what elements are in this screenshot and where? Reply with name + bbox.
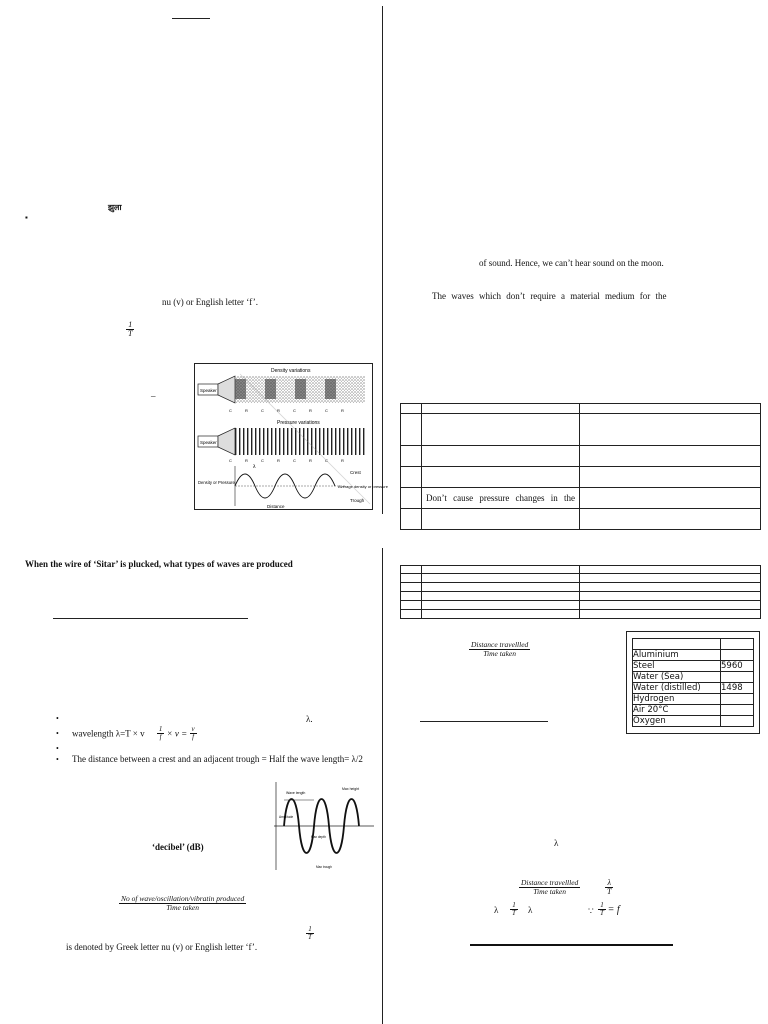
table-cell bbox=[401, 446, 422, 467]
density-band bbox=[265, 379, 276, 399]
fraction-denominator: f bbox=[159, 733, 162, 742]
cr-label: R bbox=[309, 408, 312, 413]
table-row bbox=[401, 574, 761, 583]
table-cell bbox=[422, 446, 580, 467]
table-cell bbox=[401, 509, 422, 530]
speed-formula bbox=[469, 641, 530, 658]
speaker-cone-top bbox=[218, 376, 235, 403]
fraction-numerator: λ bbox=[607, 878, 611, 887]
density-band bbox=[325, 379, 336, 399]
bullet-item: • bbox=[56, 755, 59, 764]
lambda-over-t bbox=[605, 879, 613, 897]
table-cell bbox=[580, 446, 761, 467]
medium-cell: Water (Sea) bbox=[633, 672, 721, 683]
table-cell bbox=[401, 566, 422, 574]
cr-label: R bbox=[277, 458, 280, 463]
table-cell bbox=[401, 467, 422, 488]
speed-value-cell bbox=[721, 672, 754, 683]
table-cell bbox=[401, 592, 422, 601]
trough-label: Max trough bbox=[316, 865, 332, 869]
small-lines-table bbox=[400, 565, 761, 619]
formula-underline bbox=[420, 721, 548, 722]
answer-underline bbox=[53, 618, 248, 619]
crest-trough-line: The distance between a crest and an adjacent trough = Half the wave length= λ/2 bbox=[72, 754, 363, 764]
bullet-item: • bbox=[56, 714, 59, 723]
speed-table-row bbox=[633, 661, 754, 672]
fraction-numerator: 1 bbox=[600, 901, 604, 909]
table-row bbox=[401, 509, 761, 530]
density-band bbox=[295, 379, 306, 399]
table-cell bbox=[401, 574, 422, 583]
moon-line: of sound. Hence, we can’t hear sound on the moon. bbox=[479, 258, 664, 268]
table-cell bbox=[422, 592, 580, 601]
table-cell bbox=[422, 509, 580, 530]
axis-label: Density or Pressure bbox=[198, 480, 235, 485]
fraction-denominator: T bbox=[600, 909, 604, 918]
medium-cell bbox=[633, 639, 721, 650]
fraction-denominator: Time taken bbox=[533, 886, 566, 896]
speaker-cone-bottom bbox=[218, 428, 235, 455]
table-cell bbox=[422, 583, 580, 592]
table-cell bbox=[580, 566, 761, 574]
crest-label: Crest bbox=[350, 470, 361, 475]
table-cell bbox=[422, 610, 580, 619]
speaker-label-bottom: Speaker bbox=[200, 440, 217, 445]
pressure-bars bbox=[235, 428, 365, 455]
max-height-label: Max height bbox=[342, 787, 360, 791]
speed-value-cell bbox=[721, 650, 754, 661]
table-row bbox=[401, 601, 761, 610]
max-depth-label: Max depth bbox=[311, 835, 326, 839]
fraction-numerator: 1 bbox=[512, 901, 516, 909]
lambda-symbol: λ bbox=[554, 838, 559, 848]
cr-label: R bbox=[277, 408, 280, 413]
medium-cell: Water (distilled) bbox=[633, 683, 721, 694]
table-row bbox=[401, 414, 761, 446]
bullet-item: • bbox=[56, 729, 59, 738]
amplitude-label: Amplitude bbox=[279, 815, 294, 819]
speed-table-body bbox=[633, 639, 754, 727]
cr-label: C bbox=[229, 408, 232, 413]
fraction-numerator: No of wave/oscillation/vibratin produced bbox=[121, 894, 245, 903]
speed-table-row bbox=[633, 705, 754, 716]
cr-label: C bbox=[293, 408, 296, 413]
medium-cell: Hydrogen bbox=[633, 694, 721, 705]
table-row bbox=[401, 592, 761, 601]
table-cell bbox=[422, 467, 580, 488]
because-symbol: ∵ bbox=[588, 906, 594, 916]
fraction-denominator: f bbox=[192, 733, 195, 742]
table-cell bbox=[580, 583, 761, 592]
row-lambda-2: λ bbox=[528, 905, 533, 915]
medium-cell: Aluminium bbox=[633, 650, 721, 661]
table-cell bbox=[401, 610, 422, 619]
v-over-f bbox=[190, 726, 197, 742]
sitar-question: When the wire of ‘Sitar’ is plucked, what types of waves are produced bbox=[25, 559, 293, 569]
speed-table-row bbox=[633, 683, 754, 694]
density-label: Density variations bbox=[271, 368, 311, 374]
center-divider-bottom bbox=[382, 548, 383, 1024]
fraction-denominator: T bbox=[607, 887, 612, 897]
cr-label: R bbox=[245, 458, 248, 463]
cr-label: C bbox=[261, 408, 264, 413]
nu-letter-line: nu (v) or English letter ‘f’. bbox=[162, 297, 258, 307]
table-row bbox=[401, 488, 761, 509]
fraction-denominator: T bbox=[308, 933, 312, 942]
speed-value-cell bbox=[721, 705, 754, 716]
one-over-t-equals-f bbox=[598, 902, 620, 918]
wavelength-label: Wave length bbox=[286, 791, 306, 795]
density-pressure-figure bbox=[194, 363, 388, 510]
table-row bbox=[401, 467, 761, 488]
cr-label: C bbox=[229, 458, 232, 463]
waves-comparison-table bbox=[400, 403, 761, 530]
table-row bbox=[401, 566, 761, 574]
bullet-item: • bbox=[56, 744, 59, 753]
fraction-denominator: T bbox=[128, 329, 133, 339]
fraction-denominator: Time taken bbox=[166, 902, 199, 912]
wave-figure bbox=[270, 780, 376, 872]
bullet-mark: ▪ bbox=[25, 213, 28, 222]
table-cell bbox=[580, 404, 761, 414]
table-row bbox=[401, 610, 761, 619]
medium-cell: Oxygen bbox=[633, 716, 721, 727]
center-divider-top bbox=[382, 6, 383, 514]
times-v: × v = bbox=[166, 728, 188, 739]
table-row bbox=[401, 446, 761, 467]
medium-cell: Air 20°C bbox=[633, 705, 721, 716]
frequency-formula bbox=[119, 895, 246, 912]
wavelength-prefix: wavelength λ=T × v bbox=[72, 728, 145, 739]
speed-table-row bbox=[633, 694, 754, 705]
cr-label: R bbox=[309, 458, 312, 463]
table-cell bbox=[401, 583, 422, 592]
table-cell bbox=[422, 574, 580, 583]
equals-f: = f bbox=[607, 904, 620, 916]
table-cell bbox=[580, 509, 761, 530]
dash-mark: – bbox=[151, 391, 156, 401]
trough-label: Trough bbox=[350, 498, 365, 503]
velocity-formula bbox=[519, 879, 580, 896]
speed-of-sound-table bbox=[632, 638, 754, 727]
cr-label: R bbox=[341, 408, 344, 413]
medium-cell: Steel bbox=[633, 661, 721, 672]
pressure-label: Pressure variations bbox=[277, 420, 320, 426]
one-over-f bbox=[157, 726, 165, 742]
speed-table-row bbox=[633, 639, 754, 650]
distance-label: Distance bbox=[267, 504, 285, 509]
table-cell: Don’t cause pressure changes in the bbox=[422, 488, 580, 509]
bottom-rule bbox=[470, 944, 673, 946]
cr-label: C bbox=[325, 408, 328, 413]
table-cell bbox=[422, 601, 580, 610]
table-row bbox=[401, 583, 761, 592]
fraction-numerator: 1 bbox=[158, 725, 163, 733]
table-cell bbox=[580, 592, 761, 601]
speed-table-row bbox=[633, 650, 754, 661]
fraction-denominator: T bbox=[512, 909, 516, 918]
cr-label: C bbox=[325, 458, 328, 463]
title-underline bbox=[172, 18, 210, 19]
table-cell bbox=[401, 414, 422, 446]
cr-label: C bbox=[261, 458, 264, 463]
speed-table-row bbox=[633, 716, 754, 727]
speed-value-cell: 5960 bbox=[721, 661, 754, 672]
row-one-over-t bbox=[510, 902, 518, 918]
table-cell bbox=[401, 488, 422, 509]
one-over-t-bottom bbox=[306, 926, 314, 942]
table-cell bbox=[422, 404, 580, 414]
table-cell bbox=[580, 414, 761, 446]
sula-word: झुला bbox=[108, 203, 122, 212]
table-cell bbox=[580, 467, 761, 488]
table-cell bbox=[580, 488, 761, 509]
no-medium-waves-line: The waves which don’t require a material medium for the bbox=[432, 291, 667, 301]
table-cell bbox=[401, 404, 422, 414]
decibel-term: ‘decibel’ (dB) bbox=[152, 842, 204, 852]
speaker-label-top: Speaker bbox=[200, 388, 217, 393]
greek-letter-line: is denoted by Greek letter nu (v) or English letter ‘f’. bbox=[66, 942, 258, 952]
speed-value-cell bbox=[721, 639, 754, 650]
lambda-dot: λ. bbox=[306, 714, 313, 724]
wavelength-formula bbox=[72, 726, 197, 742]
speed-table-row bbox=[633, 672, 754, 683]
one-over-t-fraction bbox=[126, 321, 134, 339]
speed-value-cell bbox=[721, 694, 754, 705]
table-cell bbox=[580, 610, 761, 619]
cr-label: R bbox=[341, 458, 344, 463]
row-lambda: λ bbox=[494, 905, 499, 915]
table-cell bbox=[401, 601, 422, 610]
fraction-numerator: 1 bbox=[308, 925, 312, 933]
fraction-numerator: 1 bbox=[128, 320, 133, 329]
fraction-denominator: Time taken bbox=[483, 648, 516, 658]
density-pressure-diagram bbox=[195, 364, 388, 509]
fraction-numerator: Distance travellled bbox=[471, 640, 529, 649]
transverse-wave-diagram bbox=[270, 780, 376, 872]
table-cell bbox=[422, 414, 580, 446]
fraction-numerator: Distance travellled bbox=[521, 878, 579, 887]
speed-value-cell bbox=[721, 716, 754, 727]
speed-value-cell: 1498 bbox=[721, 683, 754, 694]
avg-label: Average density or pressure bbox=[338, 484, 388, 489]
table-cell bbox=[580, 601, 761, 610]
density-band bbox=[235, 379, 246, 399]
table-cell bbox=[422, 566, 580, 574]
table-cell bbox=[580, 574, 761, 583]
table-row bbox=[401, 404, 761, 414]
fraction-numerator: v bbox=[191, 725, 195, 733]
cr-label: C bbox=[293, 458, 296, 463]
lambda-label: λ bbox=[253, 464, 256, 470]
cr-label: R bbox=[245, 408, 248, 413]
